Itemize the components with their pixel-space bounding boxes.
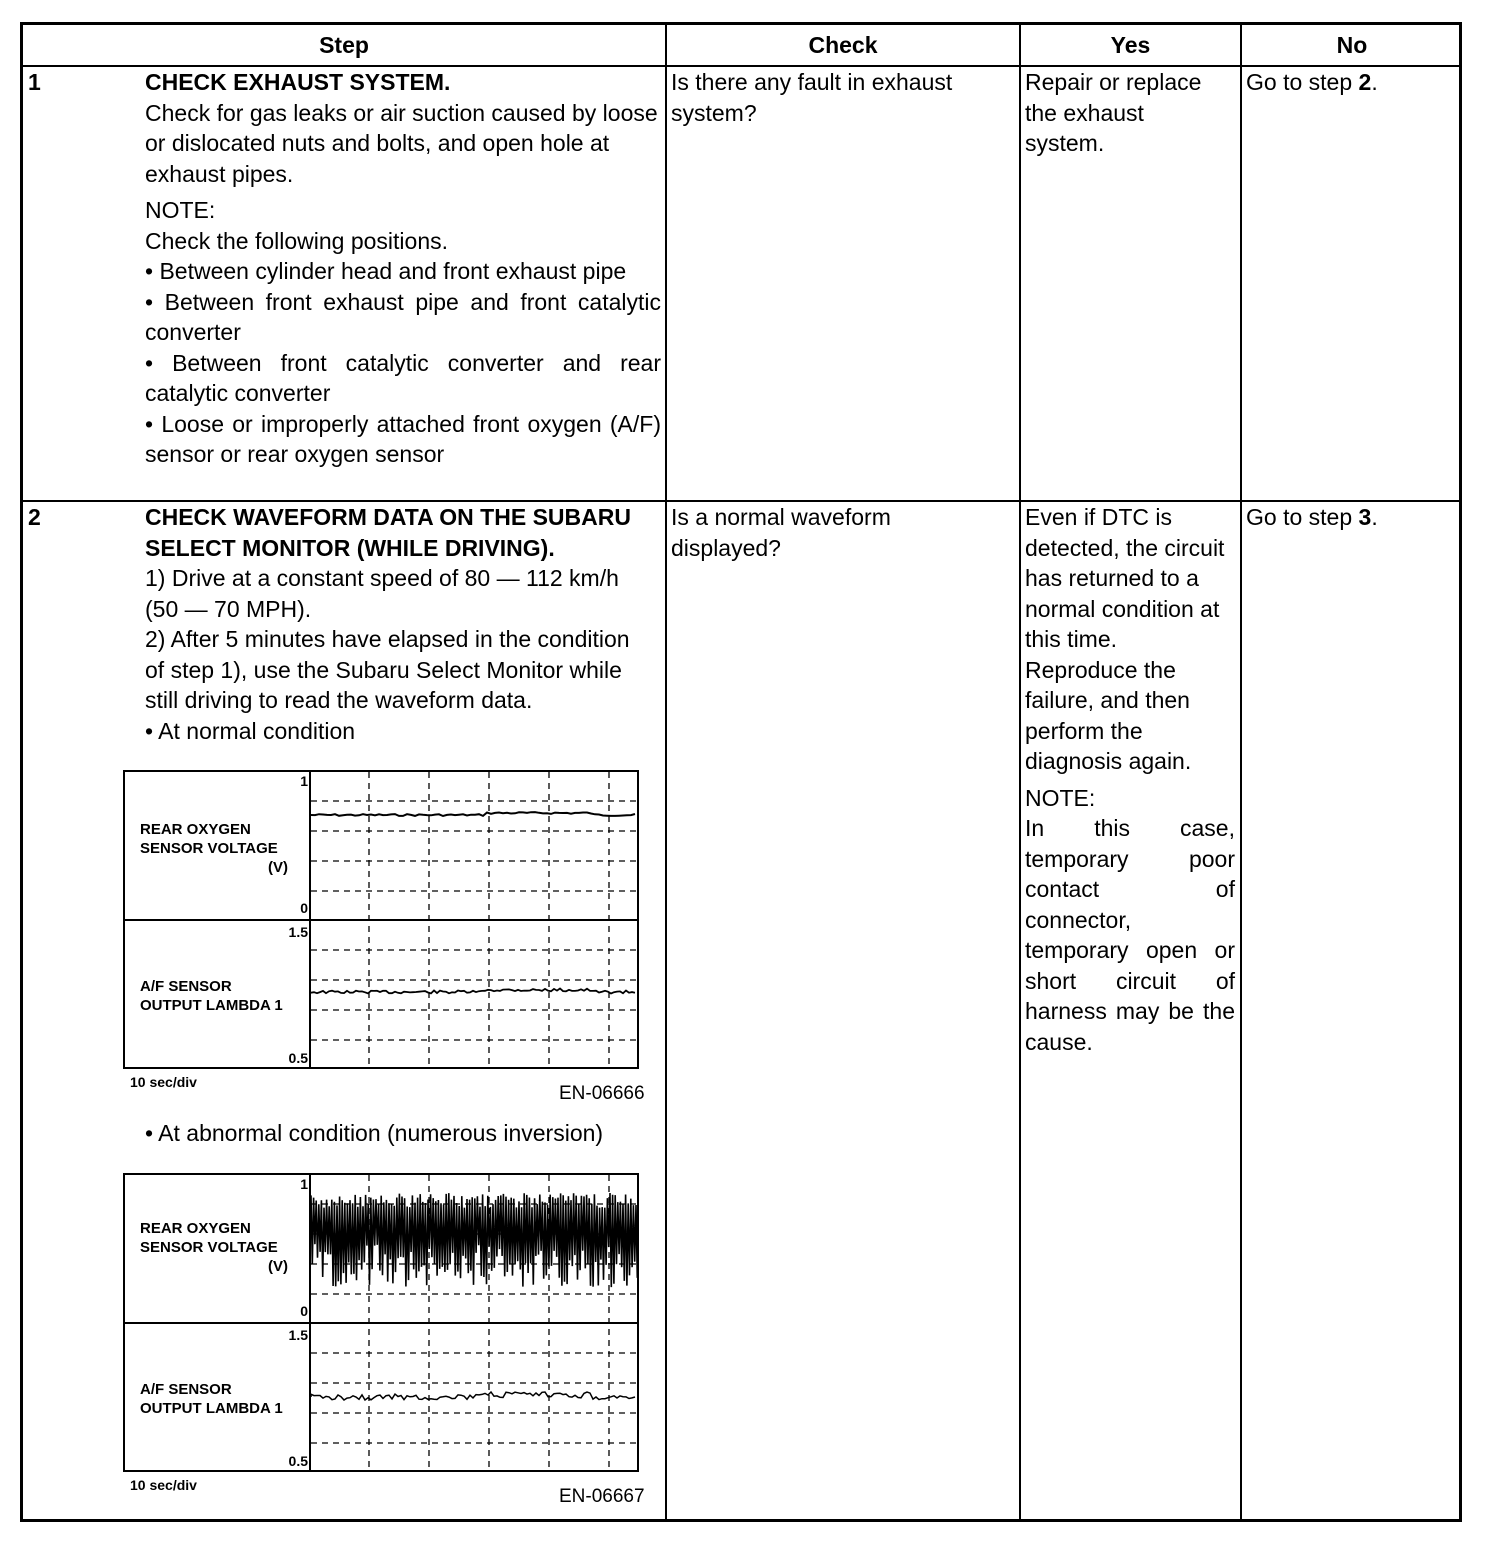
step-title: CHECK WAVEFORM DATA ON THE SUBARU SELECT MONITOR (WHILE DRIVING). [145,504,631,561]
label-unit: (V) [268,1258,288,1275]
note-label: NOTE: [1025,784,1096,811]
af-sensor-trace [311,1392,635,1400]
note-bullet: • Loose or improperly attached front oxygen (A/F) sensor or rear oxygen sensor [145,410,661,467]
waveform-figure-normal [123,770,653,1105]
yes-text: Even if DTC is detected, the circuit has returned to a normal condition at this time. Reproduce the failure, and then perform the diagnosis again. [1025,504,1225,774]
step-1-content [145,67,661,470]
note-bullet: • Between cylinder head and front exhaust pipe [145,258,627,284]
label-line: A/F SENSOR [140,1381,232,1398]
bottom-min-tick: 0.5 [288,1050,308,1066]
bottom-min-tick: 0.5 [288,1453,308,1469]
step-2-content [145,502,655,746]
top-panel-label [140,820,288,877]
header-no: No [1336,32,1368,58]
check-question: Is there any fault in exhaust system? [671,69,953,126]
label-line: OUTPUT LAMBDA 1 [140,1400,283,1417]
note-label: NOTE: [145,197,216,223]
next-step-number: 3 [1358,504,1372,530]
column-divider [1240,25,1242,1519]
label-line: REAR OXYGEN [140,1220,251,1237]
bottom-panel-label [140,1380,283,1418]
no-suffix: . [1371,504,1378,530]
header-check: Check [808,32,878,58]
no-action [1246,502,1456,533]
label-unit: (V) [268,859,288,876]
note-intro: Check the following positions. [145,227,448,254]
procedure-step: 2) After 5 minutes have elapsed in the condition of step 1), use the Subaru Select Monitor while still driving to read the waveform data. [145,626,630,713]
top-min-tick: 0 [300,1303,308,1319]
top-min-tick: 0 [300,900,308,916]
label-line: REAR OXYGEN [140,821,251,838]
figure-code: EN-06667 [559,1486,645,1507]
no-suffix: . [1371,69,1378,95]
time-scale: 10 sec/div [130,1074,197,1090]
no-prefix: Go to step [1246,504,1359,530]
step-number: 1 [28,69,41,95]
oxygen-sensor-trace [311,1193,637,1287]
condition-bullet: • At normal condition [145,717,356,744]
time-scale: 10 sec/div [130,1477,197,1493]
header-step: Step [319,32,369,58]
waveform-figure-abnormal [123,1173,653,1508]
label-line: OUTPUT LAMBDA 1 [140,997,283,1014]
yes-action [1025,502,1235,1057]
bottom-max-tick: 1.5 [288,1327,308,1343]
af-sensor-trace [311,989,635,994]
label-line: SENSOR VOLTAGE [140,1239,278,1256]
no-action [1246,67,1456,98]
step-description: Check for gas leaks or air suction caused by loose or dislocated nuts and bolts, and open hole at exhaust pipes. [145,99,658,187]
label-line: SENSOR VOLTAGE [140,840,278,857]
label-line: A/F SENSOR [140,978,232,995]
waveform-graph [123,1173,653,1473]
header-yes: Yes [1110,32,1151,58]
next-step-number: 2 [1358,69,1372,95]
figure-code: EN-06666 [559,1083,645,1104]
top-panel-label [140,1219,288,1276]
note-bullet: • Between front exhaust pipe and front catalytic converter [145,288,661,345]
condition-bullet: • At abnormal condition (numerous inversion) [145,1120,604,1146]
procedure-step: 1) Drive at a constant speed of 80 — 112 km/h (50 — 70 MPH). [145,565,619,622]
no-prefix: Go to step [1246,69,1359,95]
note-text: In this case, temporary poor contact of connector, temporary open or short circuit of harness may be the cause. [1025,815,1235,1055]
oxygen-sensor-trace [311,812,635,816]
column-divider [1019,25,1021,1519]
step-number: 2 [28,504,41,530]
step-title: CHECK EXHAUST SYSTEM. [145,69,451,95]
note-bullet: • Between front catalytic converter and rear catalytic converter [145,349,661,406]
bottom-max-tick: 1.5 [288,924,308,940]
check-question: Is a normal waveform displayed? [671,504,891,561]
yes-action: Repair or replace the exhaust system. [1025,69,1202,156]
column-divider [665,25,667,1519]
top-max-tick: 1 [300,1176,308,1192]
bottom-panel-label [140,977,283,1015]
top-max-tick: 1 [300,773,308,789]
waveform-graph [123,770,653,1070]
